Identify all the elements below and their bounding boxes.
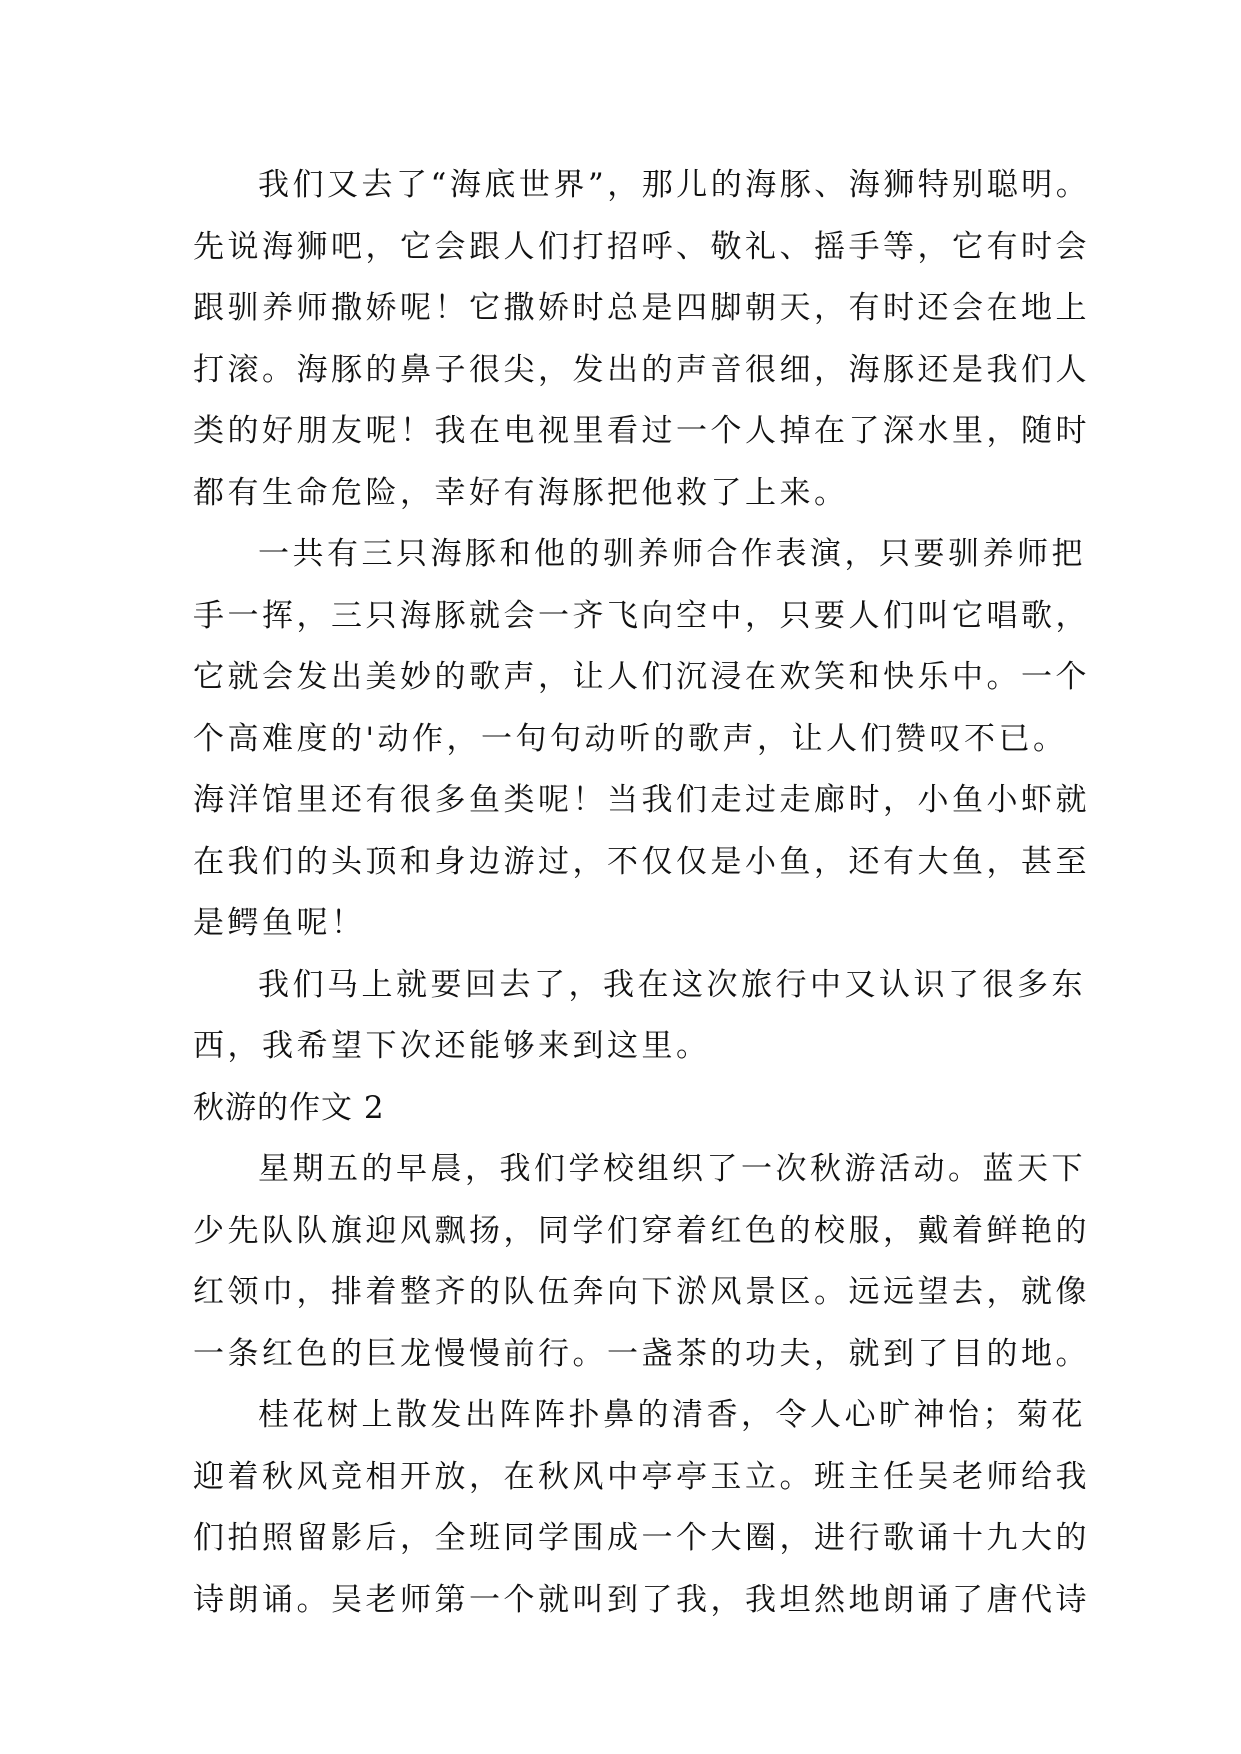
- body-line: 先说海狮吧，它会跟人们打招呼、敬礼、摇手等，它有时会: [193, 228, 1090, 265]
- body-line: 我们又去了“海底世界”，那儿的海豚、海狮特别聪明。: [258, 167, 1091, 203]
- body-line: 海洋馆里还有很多鱼类呢！当我们走过走廊时，小鱼小虾就: [193, 782, 1090, 818]
- body-line: 在我们的头顶和身边游过，不仅仅是小鱼，还有大鱼，甚至: [193, 843, 1090, 880]
- body-line: 星期五的早晨，我们学校组织了一次秋游活动。蓝天下: [258, 1151, 1086, 1187]
- body-line: 迎着秋风竞相开放，在秋风中亭亭玉立。班主任吴老师给我: [193, 1458, 1090, 1495]
- body-line: 是鳄鱼呢！: [193, 905, 366, 941]
- body-line: 一共有三只海豚和他的驯养师合作表演，只要驯养师把: [258, 536, 1086, 572]
- body-line: 它就会发出美妙的歌声，让人们沉浸在欢笑和快乐中。一个: [193, 659, 1090, 695]
- section-heading: 秋游的作文 2: [193, 1089, 385, 1126]
- body-line: 类的好朋友呢！我在电视里看过一个人掉在了深水里，随时: [193, 413, 1090, 449]
- body-line: 一条红色的巨龙慢慢前行。一盏茶的功夫，就到了目的地。: [193, 1335, 1090, 1372]
- body-line: 我们马上就要回去了，我在这次旅行中又认识了很多东: [258, 966, 1086, 1003]
- body-line: 打滚。海豚的鼻子很尖，发出的声音很细，海豚还是我们人: [193, 351, 1090, 388]
- body-line: 们拍照留影后，全班同学围成一个大圈，进行歌诵十九大的: [193, 1520, 1090, 1556]
- body-line: 跟驯养师撒娇呢！它撒娇时总是四脚朝天，有时还会在地上: [193, 290, 1090, 326]
- body-line: 诗朗诵。吴老师第一个就叫到了我，我坦然地朗诵了唐代诗: [193, 1581, 1090, 1618]
- body-line: 红领巾，排着整齐的队伍奔向下淤风景区。远远望去，就像: [193, 1274, 1090, 1310]
- body-line: 少先队队旗迎风飘扬，同学们穿着红色的校服，戴着鲜艳的: [193, 1212, 1090, 1249]
- body-line: 都有生命危险，幸好有海豚把他救了上来。: [193, 474, 849, 511]
- body-line: 手一挥，三只海豚就会一齐飞向空中，只要人们叫它唱歌，: [193, 597, 1090, 634]
- document-body: [193, 155, 1091, 1631]
- body-line: 桂花树上散发出阵阵扑鼻的清香，令人心旷神怡；菊花: [258, 1397, 1086, 1433]
- body-line: 个高难度的'动作，一句句动听的歌声，让人们赞叹不已。: [193, 720, 1068, 757]
- body-line: 西，我希望下次还能够来到这里。: [193, 1028, 711, 1064]
